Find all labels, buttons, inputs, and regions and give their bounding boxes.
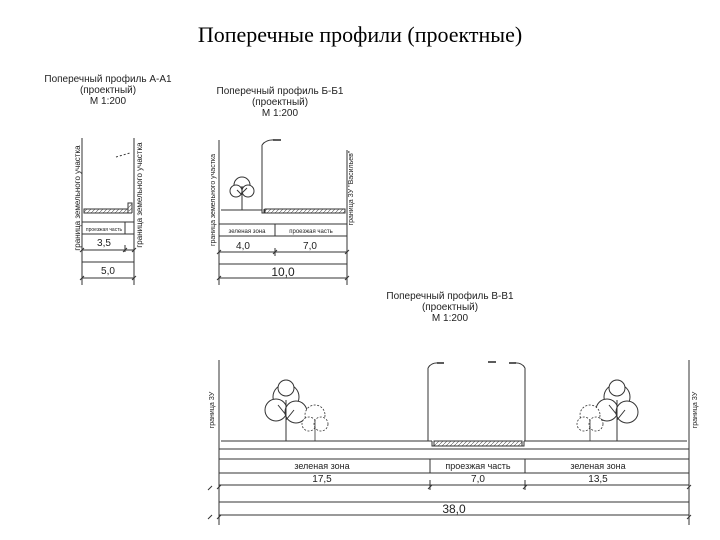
profile-c-zone2-width: 7,0 [471, 474, 485, 485]
profile-c-total-width: 38,0 [442, 502, 466, 516]
profile-a-road-surface [84, 209, 128, 213]
profile-c-note: (проектный) [421, 302, 479, 313]
profile-a-scale: М 1:200 [89, 96, 127, 107]
profile-b-lamp-icon [262, 140, 281, 210]
profile-b-name: Поперечный профиль Б-Б1 [216, 86, 344, 97]
profile-c-name: Поперечный профиль В-В1 [386, 291, 514, 302]
profile-a-name: Поперечный профиль А-А1 [44, 74, 172, 85]
profile-c-right-border-label: граница ЗУ [692, 391, 699, 429]
profile-c-scale: М 1:200 [431, 313, 469, 324]
profile-a-right-border-label: граница земельного участка [135, 142, 144, 248]
profile-c-left-border-label: граница ЗУ [209, 391, 216, 429]
profile-b-right-border-label: граница ЗУ "Васильев" [348, 150, 355, 226]
profile-c-tree-right-icon [596, 380, 638, 441]
profile-b-note: (проектный) [251, 97, 309, 108]
profile-c-tree-left-icon [265, 380, 307, 441]
profile-b-tree-icon [230, 177, 254, 210]
profile-b-road-surface [265, 209, 345, 213]
profile-c-shrub-right-icon [577, 405, 603, 441]
profile-b-zone1-label: зеленая зона [228, 229, 266, 235]
profile-c-shrub-left-icon [302, 405, 328, 441]
profile-c-zone1-width: 17,5 [312, 474, 332, 485]
profile-b-section [217, 140, 349, 285]
profile-c-zone2-label: проезжая часть [445, 461, 511, 471]
profile-b-total-width: 10,0 [271, 265, 295, 279]
profile-c-zone3-width: 13,5 [588, 474, 608, 485]
profile-c-zone3-label: зеленая зона [570, 461, 626, 471]
profile-b-zone2-width: 7,0 [303, 241, 317, 252]
profile-a-total-width: 5,0 [101, 266, 115, 277]
profile-a-zone-label: проезжая часть [85, 227, 123, 233]
profile-c-zone1-label: зеленая зона [294, 461, 350, 471]
profile-c-lamp-left-icon [428, 363, 444, 441]
profile-b-zone2-label: проезжая часть [289, 229, 333, 235]
page-title: Поперечные профили (проектные) [197, 22, 523, 47]
profile-b-scale: М 1:200 [261, 108, 299, 119]
profile-a-left-border-label: граница земельного участка [73, 145, 82, 251]
profile-c-lamp-right-icon [488, 362, 525, 441]
profile-a-zone-width: 3,5 [97, 238, 111, 249]
profile-b-zone1-width: 4,0 [236, 241, 250, 252]
profile-a-section [80, 138, 136, 285]
profile-c-road-surface [434, 441, 522, 446]
profile-a-note: (проектный) [79, 85, 137, 96]
profile-b-left-border-label: граница земельного участка [210, 153, 217, 247]
